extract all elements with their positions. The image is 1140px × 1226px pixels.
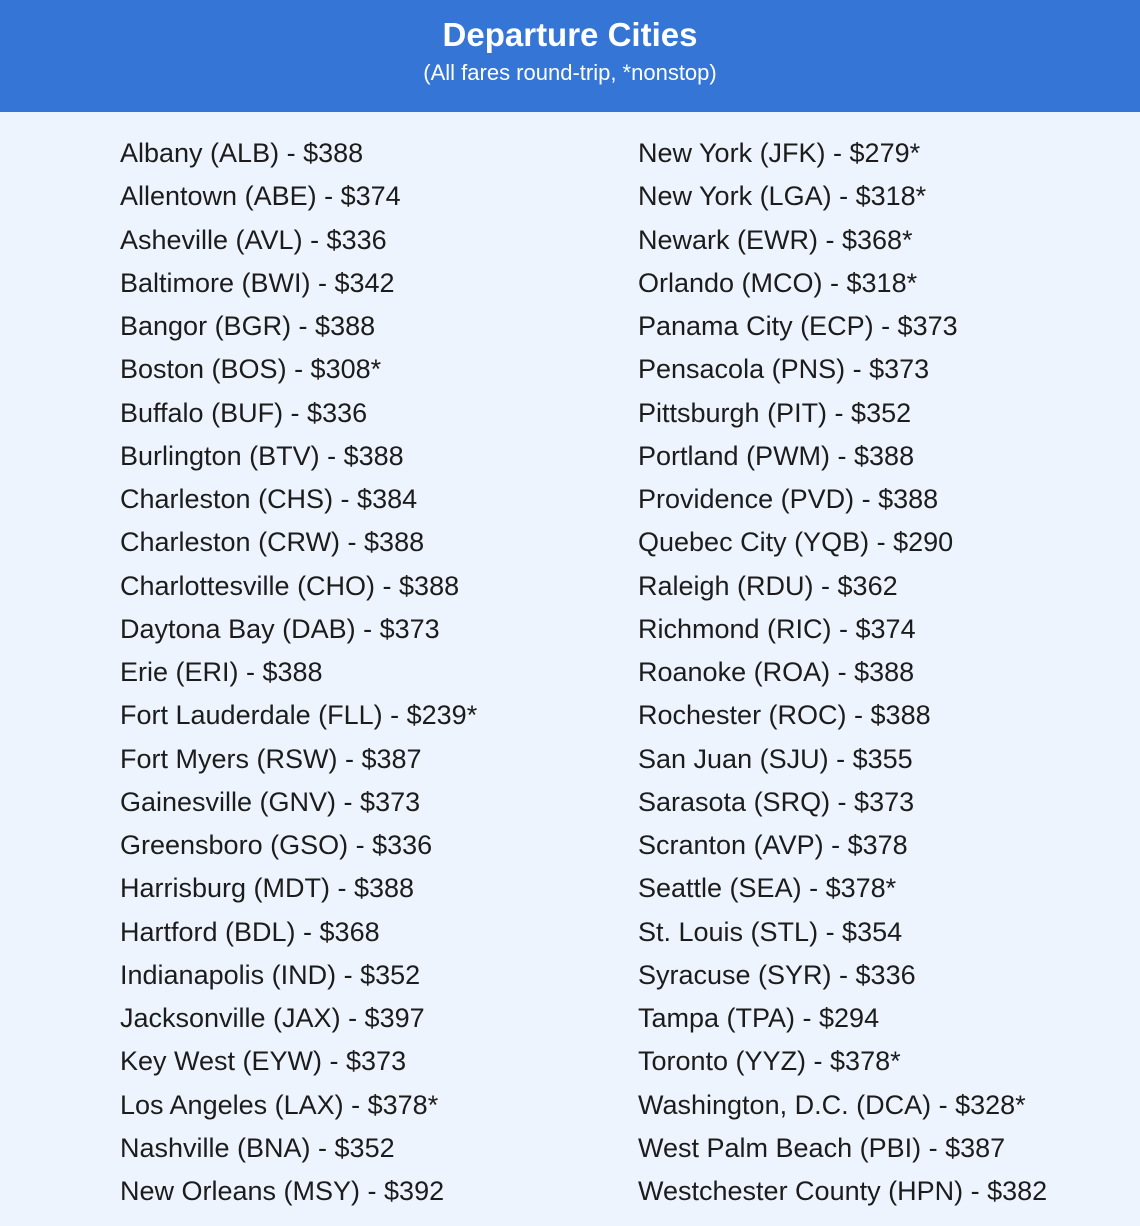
city-fare-item: New York (JFK) - $279* (638, 138, 921, 168)
city-fare-item: Charleston (CRW) - $388 (120, 527, 425, 558)
city-fare-item: San Juan (SJU) - $355 (638, 743, 913, 774)
city-fare-item: Orlando (MCO) - $318* (638, 267, 918, 298)
city-fare-item: Indianapolis (IND) - $352 (120, 959, 421, 990)
city-fare-item: Portland (PWM) - $388 (638, 440, 915, 471)
city-fare-item: Los Angeles (LAX) - $378* (120, 1089, 439, 1120)
city-fare-item: Seattle (SEA) - $378* (638, 873, 897, 904)
city-fare-item: Jacksonville (JAX) - $397 (120, 1003, 425, 1033)
city-fare-item: Hartford (BDL) - $368 (120, 916, 380, 947)
city-fare-item: Scranton (AVP) - $378 (638, 830, 908, 860)
city-fare-item: Panama City (ECP) - $373 (638, 311, 958, 341)
city-fare-item: Charleston (CHS) - $384 (120, 484, 418, 514)
city-fare-item: Albany (ALB) - $388 (120, 138, 364, 168)
city-fare-item: Pensacola (PNS) - $373 (638, 354, 930, 385)
city-fare-item: Providence (PVD) - $388 (638, 484, 939, 514)
city-fare-item: Tampa (TPA) - $294 (638, 1003, 880, 1033)
city-fare-item: Richmond (RIC) - $374 (638, 613, 916, 644)
city-fare-item: St. Louis (STL) - $354 (638, 916, 903, 947)
city-fare-item: Pittsburgh (PIT) - $352 (638, 397, 912, 428)
city-fare-item: Roanoke (ROA) - $388 (638, 657, 915, 687)
city-column-left (120, 132, 477, 1213)
city-fare-item: Charlottesville (CHO) - $388 (120, 570, 460, 601)
city-fare-item: New York (LGA) - $318* (638, 181, 927, 212)
city-fare-item: Fort Lauderdale (FLL) - $239* (120, 700, 478, 731)
city-fare-item: Westchester County (HPN) - $382 (638, 1176, 1048, 1206)
city-fare-item: Asheville (AVL) - $336 (120, 224, 387, 255)
city-fare-item: Allentown (ABE) - $374 (120, 181, 401, 212)
city-fare-item: Newark (EWR) - $368* (638, 224, 913, 255)
city-fare-item: Daytona Bay (DAB) - $373 (120, 613, 440, 644)
city-fare-item: West Palm Beach (PBI) - $387 (638, 1132, 1006, 1163)
header-banner (0, 0, 1140, 112)
city-fare-item: Boston (BOS) - $308* (120, 354, 382, 385)
city-fare-item: Raleigh (RDU) - $362 (638, 570, 898, 601)
city-list (0, 112, 1140, 1226)
city-fare-item: Greensboro (GSO) - $336 (120, 830, 433, 860)
city-fare-item: Syracuse (SYR) - $336 (638, 959, 916, 990)
city-fare-item: New Orleans (MSY) - $392 (120, 1176, 445, 1206)
city-fare-item: Nashville (BNA) - $352 (120, 1132, 395, 1163)
city-fare-item: Key West (EYW) - $373 (120, 1046, 407, 1077)
city-fare-item: Baltimore (BWI) - $342 (120, 267, 395, 298)
city-fare-item: Sarasota (SRQ) - $373 (638, 786, 915, 817)
city-fare-item: Gainesville (GNV) - $373 (120, 786, 421, 817)
city-fare-item: Rochester (ROC) - $388 (638, 700, 931, 731)
page-title: Departure Cities (442, 16, 698, 53)
city-fare-item: Burlington (BTV) - $388 (120, 440, 404, 471)
city-fare-item: Harrisburg (MDT) - $388 (120, 873, 415, 904)
city-fare-item: Bangor (BGR) - $388 (120, 311, 376, 341)
city-fare-item: Washington, D.C. (DCA) - $328* (638, 1089, 1026, 1120)
page-subtitle: (All fares round-trip, *nonstop) (423, 60, 717, 85)
city-fare-item: Toronto (YYZ) - $378* (638, 1046, 901, 1077)
city-fare-item: Fort Myers (RSW) - $387 (120, 743, 422, 774)
city-fare-item: Buffalo (BUF) - $336 (120, 397, 368, 428)
city-column-right (638, 132, 1047, 1213)
city-fare-item: Quebec City (YQB) - $290 (638, 527, 954, 558)
city-fare-item: Erie (ERI) - $388 (120, 657, 323, 687)
